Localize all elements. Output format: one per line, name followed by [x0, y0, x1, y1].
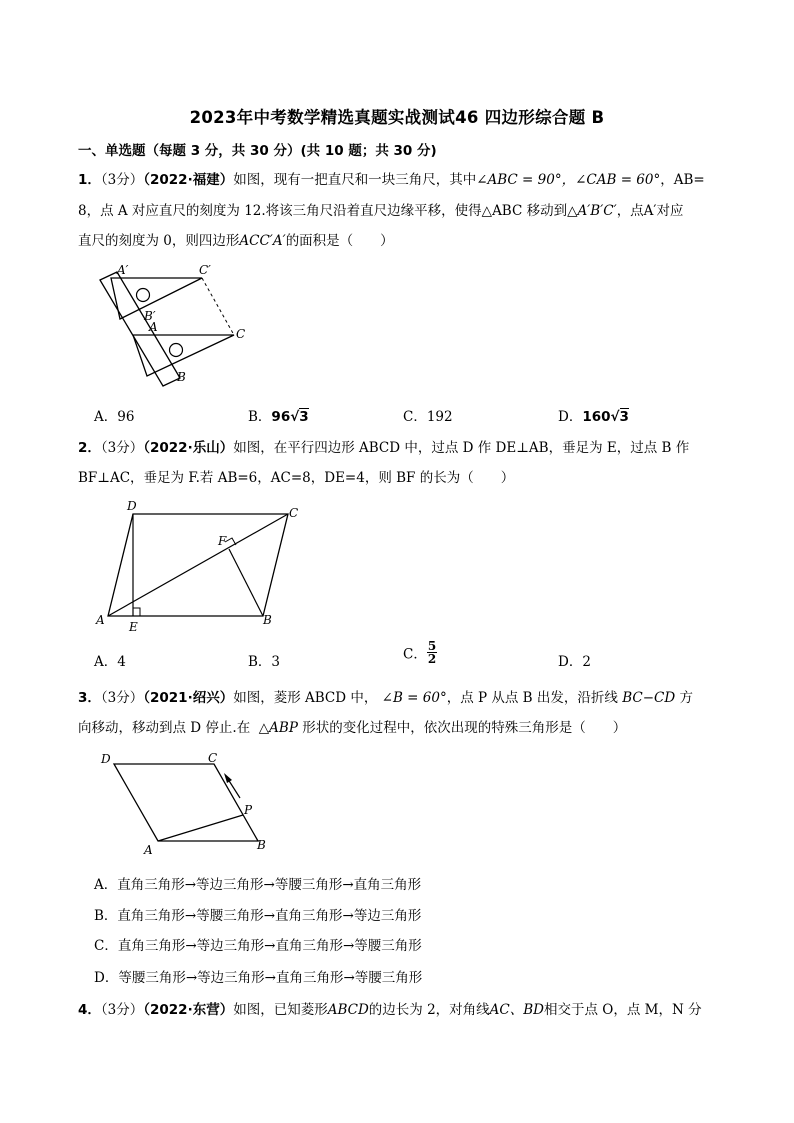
q3-line2: 向移动，移动到点 D 停止.在 △ABP 形状的变化过程中，依次出现的特殊三角形是（ ）: [78, 720, 627, 736]
q3-label-b: B: [257, 838, 266, 852]
q2-figure: [92, 500, 307, 635]
q1-label-c: C: [236, 327, 246, 341]
q1-label-c-prime: C′: [199, 263, 211, 277]
section-heading: 一、单选题（每题 3 分，共 30 分）(共 10 题；共 30 分): [78, 143, 437, 159]
q1-label-a-prime: A′: [117, 263, 129, 277]
q3-label-c: C: [208, 751, 218, 765]
q1-option-d[interactable]: D．160√3: [558, 409, 629, 425]
q1-line3: 直尺的刻度为 0，则四边形ACC′A′的面积是（ ）: [78, 233, 394, 249]
q2-line1: 2．（3分）（2022·乐山）如图，在平行四边形 ABCD 中，过点 D 作 DE⊥AB，垂足为 E，过点 B 作: [78, 440, 690, 456]
q1-label-b-prime: B′: [144, 309, 156, 323]
q1-option-b[interactable]: B．96√3: [248, 409, 309, 425]
q2-label-e: E: [129, 620, 138, 634]
page-title: 2023年中考数学精选真题实战测试46 四边形综合题 B: [189, 108, 605, 127]
q2-option-b[interactable]: B．3: [248, 654, 281, 670]
q3-option-c[interactable]: C．直角三角形→等边三角形→直角三角形→等腰三角形: [94, 938, 422, 954]
q1-figure: [95, 260, 255, 390]
q2-label-b: B: [263, 613, 272, 627]
q3-option-b[interactable]: B．直角三角形→等腰三角形→直角三角形→等边三角形: [94, 908, 422, 924]
q1-label-b: B: [177, 370, 186, 384]
q3-label-a: A: [144, 843, 153, 857]
q3-label-p: P: [244, 803, 253, 817]
q3-line1: 3．（3分）（2021·绍兴）如图，菱形 ABCD 中， ∠B = 60°，点 P 从点 B 出发，沿折线 BC−CD 方: [78, 690, 693, 706]
q2-line2: BF⊥AC，垂足为 F.若 AB=6，AC=8，DE=4，则 BF 的长为（ ）: [78, 470, 515, 486]
q1-option-a[interactable]: A．96: [94, 409, 135, 425]
q2-option-c[interactable]: C． $\frac{5}{2}$: [403, 639, 437, 666]
q2-option-d[interactable]: D．2: [558, 654, 591, 670]
q4-line1: 4．（3分）（2022·东营）如图，已知菱形ABCD的边长为 2，对角线AC、BD相交于点 O，点 M，N 分: [78, 1002, 702, 1018]
q1-label-a: A: [149, 320, 158, 334]
q2-label-f: F: [218, 534, 227, 548]
q3-option-a[interactable]: A．直角三角形→等边三角形→等腰三角形→直角三角形: [94, 877, 422, 893]
q3-label-d: D: [101, 752, 111, 766]
q2-label-a: A: [96, 613, 105, 627]
q3-option-d[interactable]: D．等腰三角形→等边三角形→直角三角形→等腰三角形: [94, 970, 423, 986]
q3-figure: [98, 748, 273, 858]
q1-line2: 8，点 A 对应直尺的刻度为 12.将该三角尺沿着直尺边缘平移，使得△ABC 移动到△A′B′C′，点A′对应: [78, 203, 684, 219]
q2-label-d: D: [127, 500, 137, 513]
fraction: $\frac{5}{2}$: [427, 639, 437, 666]
q1-option-c[interactable]: C．192: [403, 409, 453, 425]
q2-label-c: C: [289, 506, 299, 520]
q1-line1: 1．（3分）（2022·福建）如图，现有一把直尺和一块三角尺，其中∠ABC = 90°，∠CAB = 60°，AB=: [78, 172, 705, 188]
q2-option-a[interactable]: A．4: [94, 654, 126, 670]
